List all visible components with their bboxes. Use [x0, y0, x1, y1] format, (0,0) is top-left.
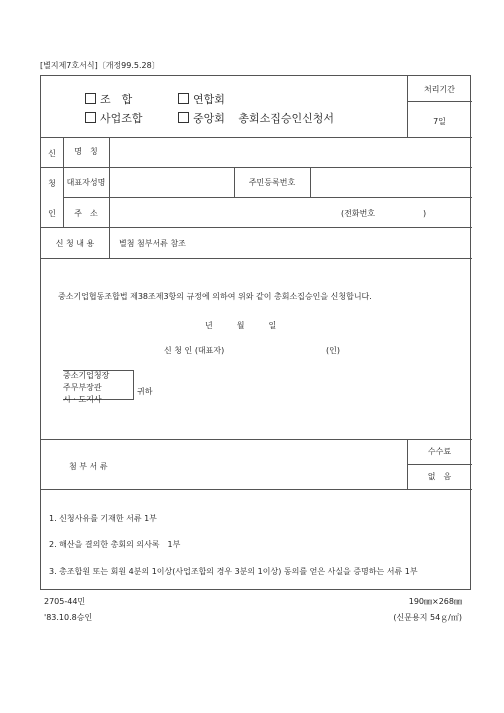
addressee-sme-administrator: 중소기업청장 — [63, 371, 110, 380]
applicant-side-char-1: 신 — [48, 149, 56, 158]
applicant-side-char-2: 청 — [48, 179, 56, 188]
checkbox-central-association[interactable] — [178, 112, 189, 123]
approval-date: '83.10.8승인 — [44, 613, 93, 622]
addressee-minister: 주무부장관 — [63, 383, 102, 392]
paper-size: 190㎜×268㎜ — [408, 597, 462, 606]
paper-type: (신문용지 54ｇ/㎡) — [393, 613, 462, 622]
addressee-governor: 시 · 도지사 — [63, 395, 102, 404]
attachment-item-2: 2. 해산을 결의한 총회의 의사록 1부 — [49, 540, 181, 549]
option-central-association: 중앙회 — [193, 112, 225, 125]
application-form — [40, 75, 471, 590]
form-number: 2705-44민 — [44, 597, 86, 606]
attachment-item-1: 1. 신청사유를 기재한 서류 1부 — [49, 514, 157, 523]
resident-number-label: 주민등록번호 — [248, 178, 296, 187]
request-contents-value: 별첨 첨부서류 참조 — [119, 239, 186, 248]
address-label: 주 소 — [74, 209, 98, 218]
option-union: 조 합 — [100, 93, 133, 106]
addressee-suffix: 귀하 — [137, 387, 153, 396]
applicant-side-char-3: 인 — [48, 209, 56, 218]
applicant-signer-label: 신 청 인 (대표자) — [164, 346, 225, 355]
fee-label: 수수료 — [427, 447, 452, 456]
option-federation: 연합회 — [193, 93, 225, 106]
checkbox-business-union[interactable] — [85, 112, 96, 123]
form-code: [별지제7호서식]〔개정99.5.28〕 — [40, 61, 160, 70]
document-title: 총회소집승인신청서 — [238, 112, 335, 125]
option-business-union: 사업조합 — [100, 112, 143, 125]
date-line: 년 월 일 — [205, 321, 277, 330]
processing-period-label: 처리기간 — [424, 85, 455, 94]
checkbox-union[interactable] — [85, 93, 96, 104]
attachments-label: 첨 부 서 류 — [69, 462, 108, 471]
seal-mark: (인) — [326, 346, 340, 355]
processing-period-value: 7일 — [433, 117, 446, 126]
application-statement: 중소기업협동조합법 제38조제3항의 규정에 의하여 위와 같이 총회소집승인을 신청합니다. — [58, 292, 372, 301]
attachment-item-3: 3. 총조합원 또는 회원 4분의 1이상(사업조합의 경우 3분의 1이상) 동의를 얻은 사실을 증명하는 서류 1부 — [49, 567, 418, 576]
name-label: 명 칭 — [74, 147, 98, 156]
request-contents-label: 신 청 내 용 — [55, 239, 95, 248]
representative-name-label: 대표자성명 — [66, 178, 106, 187]
phone-label: (전화번호 ) — [341, 209, 427, 218]
checkbox-federation[interactable] — [178, 93, 189, 104]
fee-value: 없 음 — [427, 472, 452, 481]
